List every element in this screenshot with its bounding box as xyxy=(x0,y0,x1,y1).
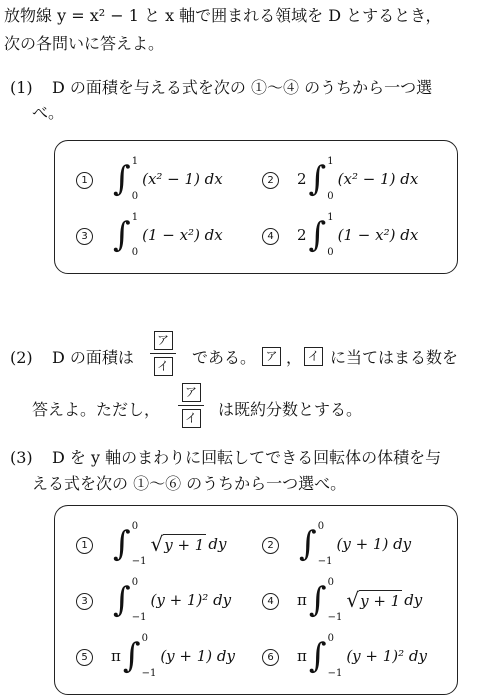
q2-inline-box-a-wrap xyxy=(262,346,281,366)
choice-marker: 2 xyxy=(262,537,279,554)
choice-marker: 4 xyxy=(262,228,279,245)
integral-sign: ∫ 0 −1 xyxy=(308,577,343,623)
integrand: (x² − 1) dx xyxy=(142,170,223,188)
q2-inline-box-i-wrap xyxy=(304,346,323,366)
answer-box-i-inline[interactable]: イ xyxy=(304,347,323,366)
choice-marker: 4 xyxy=(262,593,279,610)
q3-option-3[interactable] xyxy=(76,577,231,623)
answer-box-a[interactable]: ア xyxy=(154,331,173,350)
integrand: dy xyxy=(404,591,423,609)
answer-box-a[interactable]: ア xyxy=(182,383,201,402)
q3-option-2[interactable] xyxy=(262,521,411,567)
choice-marker: 5 xyxy=(76,649,93,666)
q2-fraction-2 xyxy=(178,383,204,428)
integrand: (x² − 1) dx xyxy=(337,170,419,188)
q2-text-a: D の面積は xyxy=(52,348,134,367)
q2-text-d: に当てはまる数を xyxy=(330,348,459,367)
q1-option-2[interactable]: 2 2 ∫ 1 0 (x² − 1) dx xyxy=(262,156,418,202)
answer-box-a-inline[interactable]: ア xyxy=(262,347,281,366)
q3-option-6[interactable]: 6 π ∫ 0 −1 (y + 1)² dy xyxy=(262,633,427,679)
q2-number: (2) xyxy=(10,348,33,367)
q1-text-line-2: べ。 xyxy=(32,103,65,122)
integrand: (y + 1)² dy xyxy=(150,591,232,609)
choice-marker: 1 xyxy=(76,172,93,189)
integral-sign: ∫ 1 0 xyxy=(113,212,139,258)
integrand: (y + 1) dy xyxy=(160,647,235,665)
q3-text-line-1: D を y 軸のまわりに回転してできる回転体の体積を与 xyxy=(52,448,442,467)
integral-sign: ∫ 0 −1 xyxy=(113,577,147,623)
integral-sign: ∫ 0 −1 xyxy=(122,633,157,679)
choice-marker: 2 xyxy=(262,172,279,189)
q2-text-b: である。 xyxy=(192,348,257,367)
integral-sign: ∫ 1 0 xyxy=(308,212,334,258)
q3-option-5[interactable]: 5 π ∫ 0 −1 (y + 1) dy xyxy=(76,633,235,679)
answer-box-i[interactable]: イ xyxy=(182,409,201,428)
integrand: dy xyxy=(208,535,227,553)
integral-sign: ∫ 0 −1 xyxy=(113,521,147,567)
choice-marker: 6 xyxy=(262,649,279,666)
integral-sign: ∫ 1 0 xyxy=(308,156,334,202)
integrand: (1 − x²) dx xyxy=(142,226,223,244)
integral-sign: ∫ 0 −1 xyxy=(299,521,333,567)
answer-box-i[interactable]: イ xyxy=(154,357,173,376)
q1-option-4[interactable]: 4 2 ∫ 1 0 (1 − x²) dx xyxy=(262,212,418,258)
q2-text-e: 答えよ。ただし， xyxy=(32,400,161,419)
integral-sign: ∫ 0 −1 xyxy=(308,633,343,679)
q1-text-line-1: D の面積を与える式を次の ①〜④ のうちから一つ選 xyxy=(52,78,433,97)
q1-number: (1) xyxy=(10,78,33,97)
intro-line-1: 放物線 y = x² − 1 と x 軸で囲まれる領域を D とするとき， xyxy=(4,6,442,25)
sqrt: √ y + 1 xyxy=(150,532,205,556)
q1-option-1[interactable] xyxy=(76,156,223,202)
q3-option-4[interactable]: 4 π ∫ 0 −1 √ y + 1 dy xyxy=(262,577,422,623)
q3-option-1[interactable] xyxy=(76,521,226,567)
choice-marker: 1 xyxy=(76,537,93,554)
choice-marker: 3 xyxy=(76,228,93,245)
integrand: (1 − x²) dx xyxy=(337,226,419,244)
sqrt: √ y + 1 xyxy=(346,588,401,612)
q2-fraction-1 xyxy=(150,331,176,376)
q1-option-3[interactable] xyxy=(76,212,223,258)
intro-line-2: 次の各問いに答えよ。 xyxy=(4,34,165,53)
q2-text-f: は既約分数とする。 xyxy=(218,400,363,419)
q2-text-c: ， xyxy=(286,348,303,367)
choice-marker: 3 xyxy=(76,593,93,610)
integrand: (y + 1) dy xyxy=(336,535,412,553)
q3-text-line-2: える式を次の ①〜⑥ のうちから一つ選べ。 xyxy=(32,474,347,493)
integral-sign: ∫ 1 0 xyxy=(113,156,139,202)
q3-number: (3) xyxy=(10,448,33,467)
integrand: (y + 1)² dy xyxy=(346,647,428,665)
